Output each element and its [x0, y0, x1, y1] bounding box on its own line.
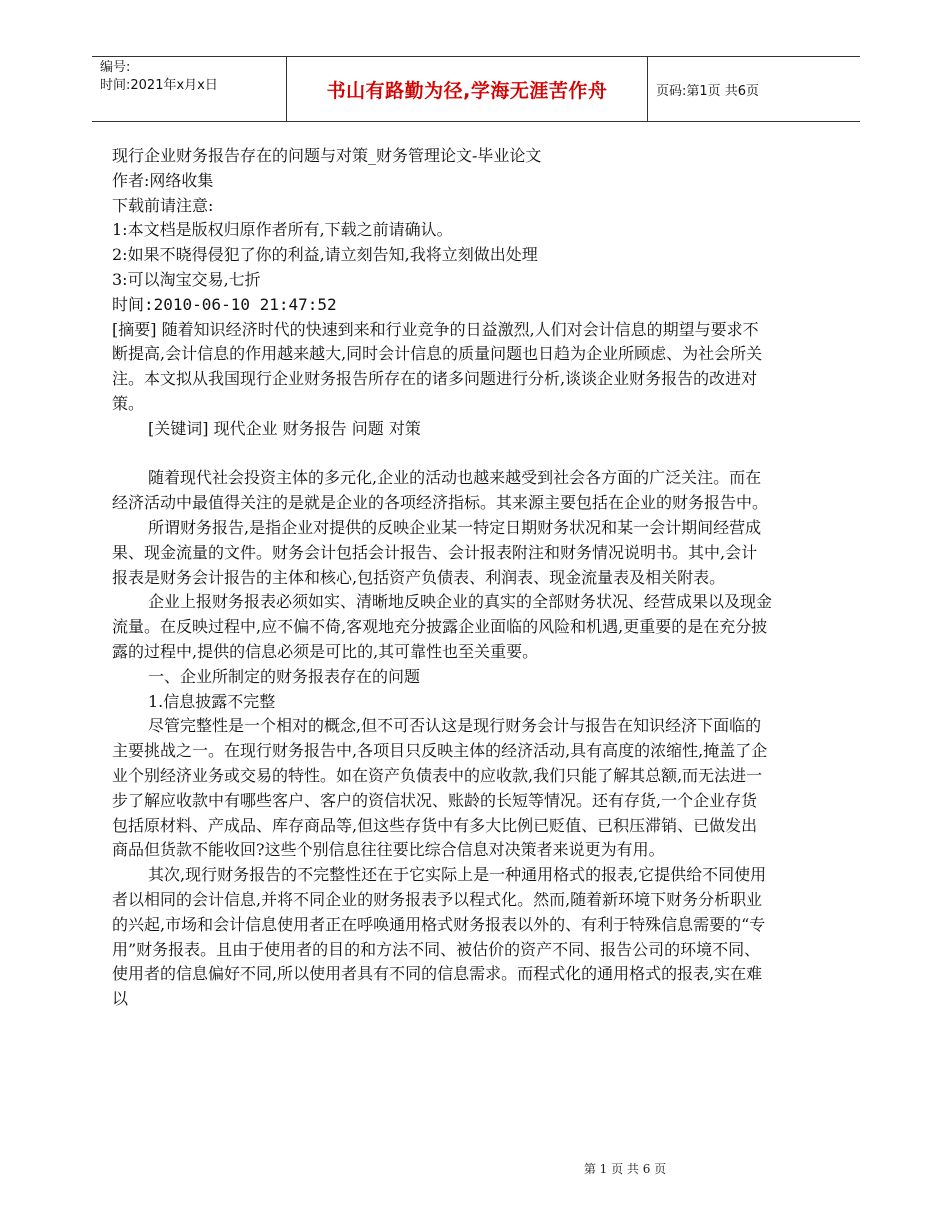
body-paragraph-1: 随着现代社会投资主体的多元化,企业的活动也越来越受到社会各方面的广泛关注。而在经济活动中最值得关注的是就是企业的各项经济指标。其来源主要包括在企业的财务报告中。 — [112, 468, 769, 513]
article-title: 现行企业财务报告存在的问题与对策_财务管理论文-毕业论文 — [112, 146, 542, 165]
body-paragraph-4: 尽管完整性是一个相对的概念,但不可否认这是现行财务会计与报告在知识经济下面临的主要挑战之一。在现行财务报告中,各项目只反映主体的经济活动,具有高度的浓缩性,掩盖了企业个别经济业务或交易的特性。如在资产负债表中的应收款,我们只能了解其总额,而无法进一步了解应收款中有哪些客户、客户的资信状况、账龄的长短等情况。还有存货,一个企业存货包括原材料、产成品、库存商品等,但这些存货中有多大比例已贬值、已积压滞销、已做发出商品但货款不能收回?这些个别信息往往要比综合信息对决策者来说更为有用。 — [112, 716, 768, 860]
body-paragraph-2: 所谓财务报告,是指企业对提供的反映企业某一特定日期财务状况和某一会计期间经营成果、现金流量的文件。财务会计包括会计报告、会计报表附注和财务情况说明书。其中,会计报表是财务会计报告的主体和核心,包括资产负债表、利润表、现金流量表及相关附表。 — [112, 517, 762, 587]
page-footer: 第 1 页 共 6 页 — [583, 1162, 667, 1176]
header-meta — [92, 57, 286, 121]
subsection-heading-1: 1.信息披露不完整 — [148, 691, 276, 711]
blank-line — [112, 442, 772, 467]
article-time: 时间:2010-06-10 21:47:52 — [112, 294, 337, 314]
page-header — [92, 56, 860, 122]
notice-item-2: 2:如果不晓得侵犯了你的利益,请立刻告知,我将立刻做出处理 — [112, 245, 538, 265]
keywords-line: [关键词] 现代企业 财务报告 问题 对策 — [148, 418, 421, 438]
section-heading-1: 一、企业所制定的财务报表存在的问题 — [148, 666, 421, 686]
notice-item-3: 3:可以淘宝交易,七折 — [112, 269, 261, 289]
header-number-label: 编号: — [100, 60, 131, 75]
header-motto-cell — [286, 57, 648, 121]
abstract-paragraph: [摘要] 随着知识经济时代的快速到来和行业竞争的日益激烈,人们对会计信息的期望与要求不断提高,会计信息的作用越来越大,同时会计信息的质量问题也日趋为企业所顾虑、为社会所关注。本文拟从我国现行企业财务报告所存在的诸多问题进行分析,谈谈企业财务报告的改进对策。 — [112, 319, 763, 413]
body-paragraph-5: 其次,现行财务报告的不完整性还在于它实际上是一种通用格式的报表,它提供给不同使用者以相同的会计信息,并将不同企业的财务报表予以程式化。然而,随着新环境下财务分析职业的兴起,市场和会计信息使用者正在呼唤通用格式财务报表以外的、有利于特殊信息需要的“专用”财务报表。且由于使用者的目的和方法不同、被估价的资产不同、报告公司的环境不同、使用者的信息偏好不同,所以使用者具有不同的信息需求。而程式化的通用格式的报表,实在难以 — [112, 865, 767, 1009]
header-page-info: 页码:第1页 共6页 — [656, 83, 760, 99]
body-paragraph-3: 企业上报财务报表必须如实、清晰地反映企业的真实的全部财务状况、经营成果以及现金流量。在反映过程中,应不偏不倚,客观地充分披露企业面临的风险和机遇,更重要的是在充分披露的过程中,提供的信息必须是可比的,其可靠性也至关重要。 — [112, 592, 773, 661]
article-body — [112, 144, 772, 1012]
notice-item-1: 1:本文档是版权归原作者所有,下载之前请确认。 — [112, 220, 453, 240]
article-author: 作者:网络收集 — [112, 170, 214, 190]
notice-heading: 下载前请注意: — [112, 195, 214, 215]
header-time-label: 时间:2021年x月x日 — [100, 78, 218, 93]
header-motto: 书山有路勤为径,学海无涯苦作舟 — [326, 79, 608, 102]
